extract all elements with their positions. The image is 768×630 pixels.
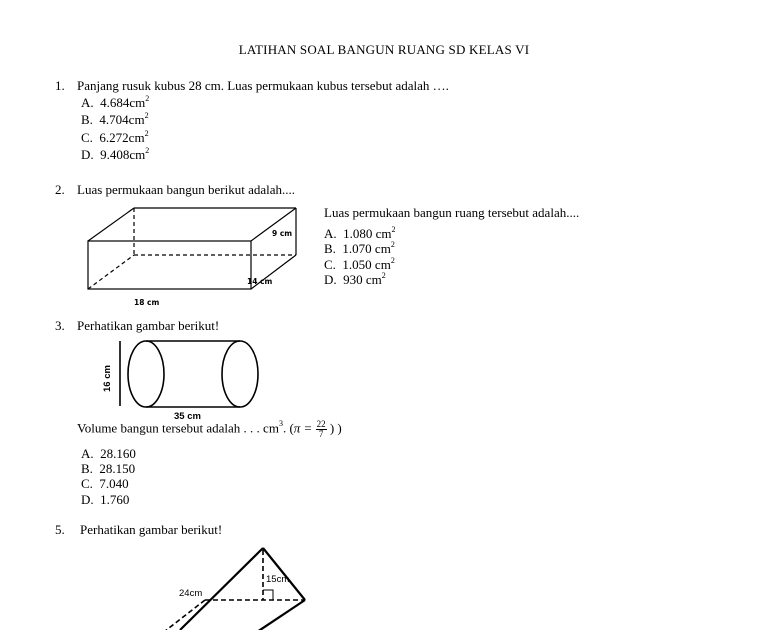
cuboid-length-label: 18 cm <box>134 298 160 307</box>
q2-option-b: B. 1.070 $cm^2$ <box>324 239 395 256</box>
q1-number: 1. <box>55 78 65 93</box>
q3-number: 3. <box>55 318 65 333</box>
q1-option-d: D. $9.408cm^2$ <box>81 145 150 162</box>
q3-question: Volume bangun tersebut adalah . . . $cm^3$. (π = $\frac{22}{7}$ ) ) <box>77 419 342 439</box>
q2-text: Luas permukaan bangun berikut adalah.... <box>77 182 296 197</box>
q3-option-a: A. 28.160 <box>81 446 136 461</box>
q1-option-c: C. $6.272cm^2$ <box>81 128 149 145</box>
q3-text: Perhatikan gambar berikut! <box>77 318 220 333</box>
q3-option-d: D. 1.760 <box>81 492 130 507</box>
q1-text: Panjang rusuk kubus 28 cm. Luas permukaan kubus tersebut adalah …. <box>77 78 449 93</box>
cylinder-height-label: 16 cm <box>102 365 113 392</box>
q5-number: 5. <box>55 522 65 537</box>
q2-subtext: Luas permukaan bangun ruang tersebut adalah.... <box>324 205 580 220</box>
cuboid-height-label: 9 cm <box>272 229 293 238</box>
cuboid-width-label: 14 cm <box>247 277 273 286</box>
page-title: LATIHAN SOAL BANGUN RUANG SD KELAS VI <box>238 42 530 57</box>
q1-option-b: B. $4.704cm^2$ <box>81 110 149 127</box>
q3-option-c: C. 7.040 <box>81 476 129 491</box>
q2-option-d: D. 930 $cm^2$ <box>324 270 386 287</box>
q3-option-b: B. 28.150 <box>81 461 136 476</box>
cylinder-length-label: 35 cm <box>174 411 201 422</box>
prism-height-label: 15cm <box>266 574 290 585</box>
q1-option-a: A. $4.684cm^2$ <box>81 93 150 110</box>
q2-number: 2. <box>55 182 65 197</box>
pi-fraction: $\frac{22}{7}$ <box>316 419 326 439</box>
q5-text: Perhatikan gambar berikut! <box>80 522 223 537</box>
prism-side-label: 24cm <box>179 588 203 599</box>
q2-option-a: A. 1.080 $cm^2$ <box>324 224 396 241</box>
q2-option-c: C. 1.050 $cm^2$ <box>324 255 395 272</box>
